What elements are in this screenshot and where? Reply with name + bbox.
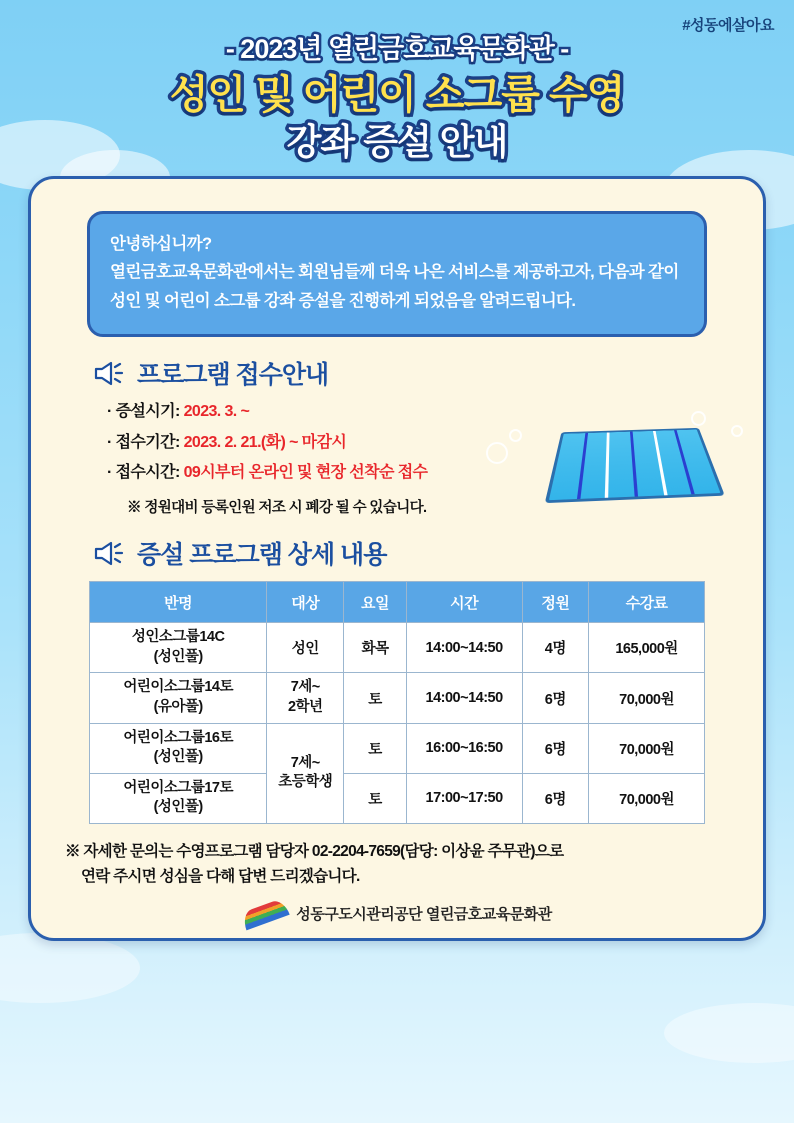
swimming-pool-illustration	[545, 427, 725, 502]
rainbow-logo-icon	[241, 898, 290, 931]
table-cell-name	[90, 723, 267, 773]
megaphone-icon	[93, 539, 127, 567]
program-table	[89, 581, 705, 824]
table-cell-target	[267, 673, 344, 723]
table-row	[90, 773, 705, 823]
table-cell-fee: 165,000원	[589, 623, 705, 673]
cloud-decoration	[664, 1003, 794, 1063]
reception-label: · 접수시간:	[107, 463, 180, 481]
target-line2: 2학년	[287, 699, 323, 715]
class-name-line2: (성인풀)	[153, 648, 203, 665]
table-header-row	[90, 582, 705, 623]
table-cell-name	[90, 623, 267, 673]
contact-note-line2: 연락 주시면 성심을 다해 답변 드리겠습니다.	[81, 867, 360, 885]
table-cell-name	[90, 773, 267, 823]
target-line2: 초등학생	[278, 774, 333, 791]
target-line1: 7세~	[290, 754, 320, 771]
reception-label: · 증설시기:	[107, 403, 180, 421]
section-header-detail	[93, 535, 763, 571]
list-item	[107, 397, 763, 427]
table-cell-time: 14:00~14:50	[406, 623, 522, 673]
table-cell-name	[90, 673, 267, 723]
bubble-icon	[691, 411, 706, 426]
target-line1: 7세~	[290, 679, 320, 696]
class-name-line2: (성인풀)	[153, 749, 203, 766]
contact-note	[65, 840, 729, 890]
cloud-decoration	[0, 933, 140, 1003]
table-cell-fee: 70,000원	[589, 773, 705, 823]
table-cell-time: 17:00~17:50	[406, 773, 522, 823]
reception-value: 2023. 3. ~	[183, 403, 250, 421]
class-name-line2: (유아풀)	[153, 699, 203, 715]
table-cell-target	[267, 723, 344, 823]
table-header-cell: 요일	[344, 582, 407, 623]
hashtag-label: #성동에살아요	[682, 17, 774, 34]
table-row	[90, 723, 705, 773]
section-header-reception	[93, 355, 763, 391]
class-name-line1: 어린이소그룹16토	[123, 729, 233, 746]
class-name-line1: 성인소그룹14C	[131, 629, 225, 646]
bubble-icon	[509, 429, 522, 442]
page-title-second-line: 강좌 증설 안내	[286, 121, 508, 163]
greeting-line: 안녕하십니까?	[110, 234, 212, 253]
table-header-cell: 시간	[406, 582, 522, 623]
reception-label: · 접수기간:	[107, 433, 180, 451]
header-subtitle: - 2023년 열린금호교육문화관 -	[225, 34, 569, 64]
table-cell-time: 14:00~14:50	[406, 673, 522, 723]
class-name-line1: 어린이소그룹14토	[123, 679, 233, 696]
reception-note: ※ 정원대비 등록인원 저조 시 폐강 될 수 있습니다.	[127, 500, 427, 517]
section-title-detail: 증설 프로그램 상세 내용	[137, 541, 387, 570]
table-cell-day: 화목	[344, 623, 407, 673]
content-card	[28, 176, 766, 942]
greeting-body: 열린금호교육문화관에서는 회원님들께 더욱 나은 서비스를 제공하고자, 다음과 같이 성인 및 어린이 소그룹 강좌 증설을 진행하게 되었음을 알려드립니다.	[110, 263, 679, 311]
greeting-notice-box	[87, 211, 707, 338]
reception-value: 2023. 2. 21.(화) ~ 마감시	[183, 433, 347, 451]
table-cell-day: 토	[344, 773, 407, 823]
megaphone-icon	[93, 359, 127, 387]
organization-footer	[31, 903, 763, 924]
table-cell-capacity: 6명	[522, 773, 589, 823]
table-cell-fee: 70,000원	[589, 673, 705, 723]
table-cell-capacity: 4명	[522, 623, 589, 673]
table-header-cell: 수강료	[589, 582, 705, 623]
table-cell-capacity: 6명	[522, 673, 589, 723]
table-cell-capacity: 6명	[522, 723, 589, 773]
bubble-icon	[486, 442, 508, 464]
class-name-line1: 어린이소그룹17토	[123, 779, 233, 796]
section-title-reception: 프로그램 접수안내	[137, 361, 329, 390]
poster-header	[0, 0, 794, 164]
table-cell-day: 토	[344, 673, 407, 723]
table-cell-target: 성인	[267, 623, 344, 673]
class-name-line2: (성인풀)	[153, 799, 203, 816]
organization-name: 성동구도시관리공단 열린금호교육문화관	[296, 906, 552, 924]
table-header-cell: 반명	[90, 582, 267, 623]
page-title: 성인 및 어린이 소그룹 수영	[169, 72, 625, 117]
table-header-cell: 정원	[522, 582, 589, 623]
contact-note-line1: ※ 자세한 문의는 수영프로그램 담당자 02-2204-7659(담당: 이상윤 주무관)으로	[65, 842, 564, 860]
table-cell-fee: 70,000원	[589, 723, 705, 773]
table-row	[90, 673, 705, 723]
bubble-icon	[731, 425, 743, 437]
table-cell-time: 16:00~16:50	[406, 723, 522, 773]
table-cell-day: 토	[344, 723, 407, 773]
table-header-cell: 대상	[267, 582, 344, 623]
table-row	[90, 623, 705, 673]
reception-value: 09시부터 온라인 및 현장 선착순 접수	[183, 463, 428, 481]
